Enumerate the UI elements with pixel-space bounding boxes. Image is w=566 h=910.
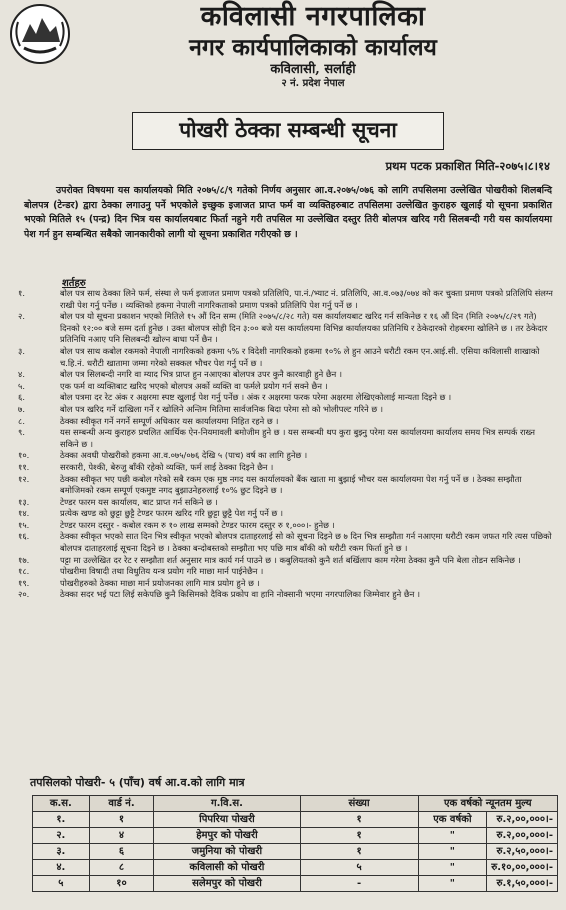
- condition-item: [8, 392, 556, 404]
- condition-text: बोल पत्र खरिद गर्ने दाखिला गर्ने र खोलिने अन्तिम मितिमा सार्वजनिक बिदा परेमा सो को भोलीपल्ट गरिने छ ।: [60, 403, 384, 414]
- condition-text: बोल पत्र यो सूचना प्रकाशन भएको मितिले १५ औं दिन सम्म (मिति २०७५/८/२८ गते) यस कार्यालयबाट खरिद गर्न सकिनेछ र १६ औं दिन (मिति २०७५/८/२९ गते) दिनको १२:०० बजे सम्म दर्ता हुनेछ । उक्त बोलपत्र सोही दिन ३:०० बजे यस कार्यालयमा विभिन्न कार्यालयका प्रतिनिधि र ठेकेदारको रोहबरमा खोलिने छ । तर ठेकेदार प्रतिनिधि नआए पनि सिलबन्दी खोल्न बाधा पर्ने छैन ।: [60, 311, 548, 345]
- condition-number: १.: [18, 288, 25, 298]
- condition-item: [8, 369, 556, 381]
- cell-ward: ६: [89, 844, 154, 860]
- col-name: ग.वि.स.: [154, 796, 300, 812]
- condition-item: [8, 404, 556, 416]
- condition-text: बोल पत्र साथ ठेक्का लिने फर्म, संस्था ले फर्म इजाजत प्रमाण पत्रको प्रतिलिपि, पा.नं./भ्याट नं. प्रतिलिपि, आ.व.०७३/०७४ को कर चुक्ता प्रमाण पत्रको प्रतिलिपि संलग्न राखी पेश गर्नु पर्नेछ । व्यक्तिको हकमा नेपाली नागरिकताको प्रमाण पत्रको प्रतिलिपि पेश गर्नु पर्ने छ ।: [60, 288, 553, 310]
- condition-item: [8, 311, 556, 346]
- condition-item: [8, 450, 556, 462]
- condition-item: [8, 474, 556, 497]
- condition-item: [8, 520, 556, 532]
- cell-price: रु.२,००,०००।-: [487, 828, 558, 844]
- cell-sn: ५: [33, 876, 90, 892]
- condition-number: २.: [18, 311, 25, 322]
- condition-item: [8, 589, 556, 601]
- office-name: नगर कार्यपालिकाको कार्यालय: [189, 34, 437, 61]
- condition-number: ७.: [18, 403, 25, 414]
- condition-text: बोल पत्र साथ कबोल रकमको नेपाली नागरिकको हकमा ५% र विदेशी नागरिकको हकमा १०% ले हुन आउने धरौटी रकम एन.आई.सी. एसिया कविलासी शाखाको च.हि.नं. धरौटी खातामा जम्मा गरेको सक्कल भौचर पेश गर्नु पर्ने छ ।: [60, 345, 540, 368]
- condition-number: १९.: [18, 577, 30, 588]
- condition-number: ५.: [18, 380, 25, 391]
- cell-ward: ८: [89, 860, 154, 876]
- condition-number: १६.: [18, 531, 30, 542]
- condition-text: ठेक्का अवधी पोखरीको हकमा आ.व.०७५/०७६ देखि ५ (पाच) वर्ष का लागि हुनेछ ।: [60, 450, 308, 461]
- cell-count: १: [300, 828, 418, 844]
- org-name: कविलासी नगरपालिका: [200, 1, 426, 32]
- condition-text: पोखरीहरुको ठेक्का माछा मार्न प्रयोजनका लागि मात्र प्रयोग हुने छ ।: [60, 577, 260, 588]
- table-row: [33, 812, 558, 828]
- condition-text: प्रत्येक खण्ड को छुट्टा छुट्टै टेण्डर फारम खरिद गरि छुट्टा छुट्टै पेश गर्नु पर्ने छ ।: [60, 508, 284, 519]
- cell-name: सलेमपुर को पोखरी: [154, 876, 300, 892]
- condition-text: पोखरीमा विषादी तथा विधुतिय यन्त्र प्रयोग गरि माछा मार्न पाईनेछैन ।: [60, 566, 264, 577]
- condition-text: पट्टा मा उल्लेखित दर रेट र सम्झौता शर्त अनुसार मात्र कार्य गर्न पाउने छ । कबुलियतको कुनै शर्त बर्खिलाप काम गरेमा ठेक्का कुनै पनि बेला तोडन सकिनेछ ।: [60, 554, 521, 565]
- published-date: प्रथम पटक प्रकाशित मिति-२०७५।८।१४: [385, 159, 550, 173]
- condition-number: ४.: [18, 369, 25, 380]
- col-price: एक वर्षको न्यूनतम मुल्य: [418, 796, 557, 812]
- condition-item: [8, 288, 556, 311]
- cell-ward: १०: [89, 876, 154, 892]
- condition-number: १३.: [18, 496, 30, 507]
- conditions-list: [8, 288, 556, 601]
- cell-sn: ४.: [33, 860, 90, 876]
- condition-number: ६.: [18, 392, 25, 403]
- ponds-table: [32, 795, 558, 892]
- condition-number: ९.: [18, 427, 25, 438]
- condition-number: १५.: [18, 519, 30, 530]
- province-line: २ नं. प्रदेश नेपाल: [281, 78, 345, 89]
- condition-text: टेण्डर फारम दस्तुर - कबोल रकम रु १० लाख सम्मको टेण्डर फारम दस्तुर रु १,०००।- हुनेछ ।: [60, 519, 335, 530]
- condition-text: बोल पत्रमा दर रेट अंक र अक्षरमा स्पष्ट खुलाई पेश गर्नु पर्नेछ । अंक र अक्षरमा फरक परेमा अक्षरमा लेखिएकोलाई मान्यता दिइने छ ।: [60, 392, 452, 403]
- cell-sn: २.: [33, 828, 90, 844]
- condition-number: २०.: [18, 589, 30, 600]
- cell-count: १: [300, 812, 418, 828]
- condition-item: [8, 566, 556, 578]
- condition-number: १८.: [18, 566, 30, 577]
- condition-text: ठेक्का स्वीकृत गर्ने नगर्ने सम्पूर्ण अधिकार यस कार्यालयमा निहित रहने छ ।: [60, 415, 279, 426]
- condition-item: [8, 555, 556, 567]
- condition-item: [8, 346, 556, 369]
- condition-number: ३.: [18, 345, 25, 356]
- cell-sn: ३.: [33, 844, 90, 860]
- col-sn: क.स.: [33, 796, 90, 812]
- cell-price: रु.२,००,०००।-: [487, 812, 558, 828]
- cell-ditto: ": [418, 876, 487, 892]
- condition-text: ठेक्का स्वीकृत भएको सात दिन भित्र स्वीकृत भएको बोलपत्र दाताहरलाई सो को सूचना दिइने छ ७ दिन भित्र सम्झौता गर्न नआएमा धरौटी रकम जफत गरि त्यस पछिको बोलपत्र दाताहरलाई सूचना दिइने छ । ठेक्का बन्दोबस्तको सम्झौता भए पछि मात्र बाँकी को धरौटी रकम फिर्ता हुने छ ।: [60, 531, 552, 554]
- table-row: [33, 844, 558, 860]
- condition-text: बोल पत्र सिलबन्दी नगरि वा म्याद भित्र प्राप्त हुन नआएका बोलपत्र उपर कुनै कारवाही हुने छैन ।: [60, 369, 343, 380]
- cell-name: जमुनिया को पोखरी: [154, 844, 300, 860]
- condition-item: [8, 508, 556, 520]
- cell-name: हेमपुर को पोखरी: [154, 828, 300, 844]
- condition-number: १०.: [18, 450, 30, 461]
- cell-ward: १: [89, 812, 154, 828]
- table-row: [33, 860, 558, 876]
- condition-number: १४.: [18, 508, 30, 519]
- condition-text: टेण्डर फारम यस कार्यालय, बाट प्राप्त गर्न सकिने छ ।: [60, 496, 218, 507]
- cell-count: -: [300, 876, 418, 892]
- cell-count: ५: [300, 860, 418, 876]
- intro-paragraph: उपरोक्त विषयमा यस कार्यालयको मिति २०७५/८/९ गतेको निर्णय अनुसार आ.व.२०७५/०७६ को लागि तपसिलमा उल्लेखित पोखरीको शिलबन्दि बोलपत्र (टेन्डर) द्वारा ठेक्का लगाउनु पर्ने भएकोले इच्छुक इजाजत प्राप्त फर्म वा व्यक्तिहरुबाट तपसिलमा उल्लेखित कुराहरु खुलाई यो सूचना प्रकाशित भएको मितिले १५ (पन्द्र) दिन भित्र यस कार्यालयबाट फिर्ता नहुने गरी तपसिल मा उल्लेखित दस्तुर तिरी बोलपत्र खरिद गरी सिलबन्दी गरी यस कार्यालयमा पेश गर्न हुन सम्बन्धित सबैको जानकारीको लागी यो सूचना प्रकाशित गरीएको छ ।: [24, 185, 552, 241]
- conditions-heading: शर्तहरु: [62, 278, 86, 289]
- table-heading: तपसिलको पोखरी- ५ (पाँच) वर्ष आ.व.को लागि मात्र: [30, 776, 245, 789]
- table-header-row: [33, 796, 558, 812]
- notice-title: पोखरी ठेक्का सम्बन्धी सूचना: [132, 112, 444, 150]
- condition-number: ८.: [18, 415, 25, 426]
- org-header: [60, 0, 566, 90]
- cell-price: रु.१,५०,०००।-: [487, 876, 558, 892]
- col-ward: वार्ड नं.: [89, 796, 154, 812]
- condition-item: [8, 381, 556, 393]
- condition-text: ठेक्का सदर भई पटा लिई सकेपछि कुनै किसिमको दैविक प्रकोप वा हानि नोक्सानी भएमा नगरपालिका जिम्मेवार हुने छैन ।: [60, 589, 421, 600]
- cell-price: रु.२,५०,०००।-: [487, 844, 558, 860]
- table-row: [33, 828, 558, 844]
- condition-text: एक फर्म वा व्यक्तिबाट खरिद भएको बोलपत्र अर्को व्यक्ति वा फर्मले प्रयोग गर्न सक्ने छैन ।: [60, 380, 328, 391]
- condition-number: ११.: [18, 461, 30, 472]
- condition-item: [8, 462, 556, 474]
- col-count: संख्या: [300, 796, 418, 812]
- cell-ditto: ": [418, 860, 487, 876]
- cell-price: रु.१०,००,०००।-: [487, 860, 558, 876]
- condition-number: १२.: [18, 473, 30, 484]
- condition-text: सरकारी, पेश्की, बेरुजु बाँकी रहेको व्यक्ति, फर्म लाई ठेक्का दिइने छैन ।: [60, 461, 274, 472]
- cell-subheader: एक वर्षको: [418, 812, 487, 828]
- location-line: कविलासी, सर्लाही: [270, 62, 356, 77]
- condition-text: यस सम्बन्धी अन्य कुराहरु प्रचलित आर्थिक ऐन-नियमावली बमोजीम हुने छ । यस सम्बन्धी थप कुरा बुझ्नु परेमा यस कार्यालयमा कार्यालय समय भित्र सम्पर्क राख्न सकिने छ ।: [60, 427, 536, 449]
- cell-ditto: ": [418, 828, 487, 844]
- condition-number: १७.: [18, 554, 30, 565]
- cell-ward: ४: [89, 828, 154, 844]
- condition-item: [8, 578, 556, 590]
- table-row: [33, 876, 558, 892]
- cell-ditto: ": [418, 844, 487, 860]
- condition-item: [8, 531, 556, 554]
- cell-name: कविलासी को पोखरी: [154, 860, 300, 876]
- condition-item: [8, 427, 556, 450]
- cell-sn: १.: [33, 812, 90, 828]
- condition-item: [8, 497, 556, 509]
- cell-name: पिपरिया पोखरी: [154, 812, 300, 828]
- condition-item: [8, 416, 556, 428]
- cell-count: १: [300, 844, 418, 860]
- condition-text: ठेक्का स्वीकृत भए पछी कबोल गरेको सबै रकम एक मुष्ठ नगद यस कार्यालयको बैंक खाता मा बुझाई भौचर यस कार्यालयमा पेश गर्नु पर्ने छ । ठेक्का सम्झौता बमोजिमको रकम सम्पूर्ण एकमुष्ट नगद बुझाउनेहरुलाई १०% छुट दिइने छ ।: [60, 473, 522, 496]
